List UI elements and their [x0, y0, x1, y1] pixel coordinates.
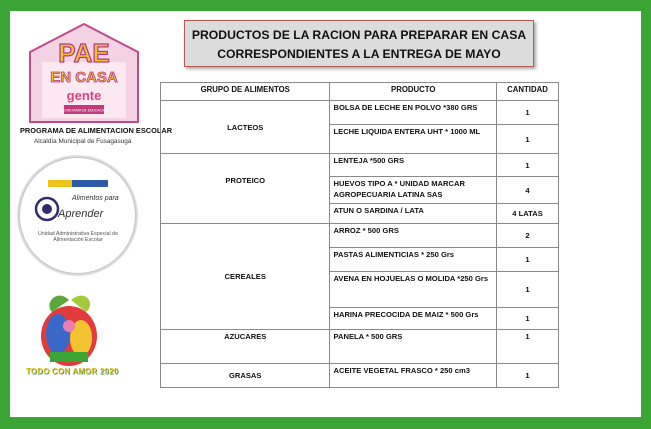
table-row	[161, 364, 559, 388]
title-line-1: PRODUCTOS DE LA RACION PARA PREPARAR EN CASA	[191, 28, 527, 42]
todo-con-amor-apple-logo	[36, 290, 102, 372]
alimentos-text: Alimentos para	[72, 195, 119, 202]
program-title: PROGRAMA DE ALIMENTACION ESCOLAR	[20, 126, 173, 135]
aprender-text: Aprender	[58, 208, 104, 220]
quantity-cell: 1	[497, 248, 559, 272]
quantity-cell: 1	[497, 364, 559, 388]
quantity-cell: 4 LATAS	[497, 204, 559, 224]
product-cell: PANELA * 500 GRS	[330, 330, 497, 364]
header-group: GRUPO DE ALIMENTOS	[161, 83, 330, 101]
pae-logo-subtext: EN CASA	[50, 69, 118, 86]
pae-logo-text: PAE	[58, 38, 110, 68]
quantity-cell: 1	[497, 125, 559, 154]
product-cell: ACEITE VEGETAL FRASCO * 250 cm3	[330, 364, 497, 388]
education-badge-text: SECRETARÍA DE EDUCACIÓN	[59, 108, 109, 113]
quantity-cell: 1	[497, 272, 559, 308]
table-row	[161, 154, 559, 177]
title-line-2: CORRESPONDIENTES A LA ENTREGA DE MAYO	[217, 47, 501, 61]
quantity-cell: 4	[497, 177, 559, 204]
product-cell: ARROZ * 500 GRS	[330, 224, 497, 248]
product-cell: ATUN O SARDINA / LATA	[330, 204, 497, 224]
product-cell: LECHE LIQUIDA ENTERA UHT * 1000 ML	[330, 125, 497, 154]
header-product: PRODUCTO	[330, 83, 497, 101]
table-row	[161, 101, 559, 125]
aprender-emblem-icon	[34, 196, 60, 222]
gov-flag-bar	[48, 180, 108, 187]
product-cell: LENTEJA *500 GRS	[330, 154, 497, 177]
quantity-cell: 1	[497, 330, 559, 364]
page-title	[184, 20, 534, 67]
group-cell-proteico: PROTEICO	[161, 154, 330, 224]
table-row	[161, 330, 559, 364]
gente-brand-text: gente	[66, 88, 102, 103]
group-cell-cereales: CEREALES	[161, 224, 330, 330]
group-cell-azucares: AZUCARES	[161, 330, 330, 364]
alimentos-para-aprender-logo	[20, 158, 135, 273]
group-cell-lacteos: LACTEOS	[161, 101, 330, 154]
product-cell: HUEVOS TIPO A * UNIDAD MARCAR AGROPECUARIA LATINA SAS	[330, 177, 497, 204]
product-cell: BOLSA DE LECHE EN POLVO *380 GRS	[330, 101, 497, 125]
ration-products-table	[160, 82, 559, 388]
pae-en-casa-logo	[20, 22, 148, 127]
quantity-cell: 1	[497, 154, 559, 177]
quantity-cell: 1	[497, 101, 559, 125]
slogan-text: TODO CON AMOR 2020	[26, 367, 119, 376]
uae-caption: Unidad Administrativa Especial de Alimentación Escolar	[37, 231, 119, 244]
product-cell: PASTAS ALIMENTICIAS * 250 Grs	[330, 248, 497, 272]
header-quantity: CANTIDAD	[497, 83, 559, 101]
product-cell: AVENA EN HOJUELAS O MOLIDA *250 Grs	[330, 272, 497, 308]
table-row	[161, 224, 559, 248]
quantity-cell: 1	[497, 308, 559, 330]
program-subtitle: Alcaldía Municipal de Fusagasugá	[34, 138, 132, 145]
group-cell-grasas: GRASAS	[161, 364, 330, 388]
product-cell: HARINA PRECOCIDA DE MAIZ * 500 Grs	[330, 308, 497, 330]
table-header-row	[161, 83, 559, 101]
quantity-cell: 2	[497, 224, 559, 248]
